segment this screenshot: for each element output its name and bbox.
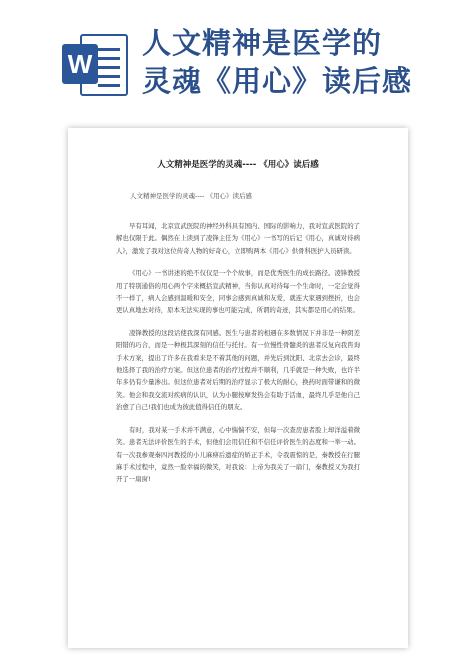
- word-icon-badge: W: [62, 44, 98, 84]
- page-title-line-2: 灵魂《用心》读后感: [142, 64, 413, 98]
- page-title-line-1: 人文精神是医学的: [142, 26, 383, 60]
- document-title: 人文精神是医学的灵魂---- 《用心》读后感: [157, 160, 319, 170]
- word-document-icon: [62, 30, 128, 100]
- document-subtitle: 人文精神是医学的灵魂---- 《用心》读后感: [130, 192, 252, 200]
- page-title: [142, 24, 462, 100]
- paragraph: 《用心》一书讲述的绝不仅仅是一个个故事，而是优秀医生的成长路径。凌锋教授用了特别通俗的用心两个字来概括宣武精神，当你认真对待每一个生命时，一定会觉得不一样了，病人会感到温暖和安全，同事会感到真诚和友爱，就连大家遇到挫折，也会更认真地去对待，原本无法实现的事也可能完成，所谓的奇迹，其实都是用心的结果。: [116, 269, 360, 315]
- document-page: [68, 128, 408, 648]
- paragraph: 有时，我对某一手术并不满意，心中惴惴不安，但每一次查房患者脸上却洋溢着微笑。患者无法评价医生的手术，但他们会用信任和不信任评价医生的态度和一举一动。有一次我参观秦四河教授的小儿麻痹后遗症的矫正手术，令我震惊的是，秦教授在行腿麻手术过程中，竟然一脸幸福的微笑，对我说：上帝为我关了一扇门，秦教授又为我打开了一扇窗!: [116, 425, 360, 484]
- paragraph: 凌锋教授的这段话使我深有同感。医生与患者的相遇在多数情况下并非是一种阴差阳错的巧合，而是一种极其深刻的信任与托付。有一位慢性骨髓炎的患者反复向我咨询手术方案，提出了许多在我看来是不着其他的问题，并先后到沈阳、北京去会诊，最终他选择了我的治疗方案。但这位患者的治疗过程并不顺利，几乎就是一种失败，也许半年多仍有少量渗出。但这位患者对后期的治疗显示了极大的耐心，换药时面带谦和的微笑。他会和我交流对疾病的认识，认为小腿按摩发热会有助于活血，最终几乎是他自己治愈了自己!我们也成为彼此值得信任的朋友。: [116, 328, 360, 412]
- paragraph: 早有耳闻，北京宣武医院的神经外科具有国内、国际的影响力，我对宣武医院的了解也仅限于此。偶然在上读到了凌锋主任为《用心》一书写的后记《用心，真诚对待病人》，激发了我对这位传奇人物的好奇心，立即购两本《用心》供骨科医护人员研读。: [116, 222, 360, 255]
- header: [0, 0, 474, 118]
- document-body: [116, 220, 360, 486]
